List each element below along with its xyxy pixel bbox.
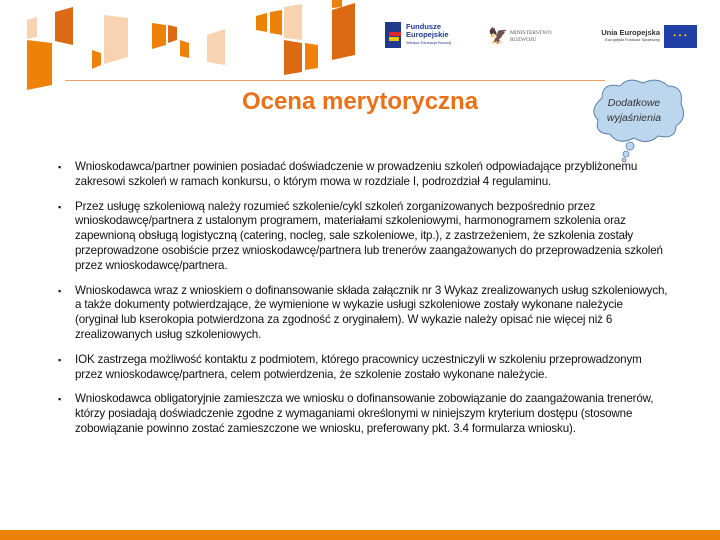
slide-title: Ocena merytoryczna xyxy=(241,88,479,115)
bullet-icon: ▪ xyxy=(58,394,62,405)
eagle-emblem-icon: 🦅 xyxy=(488,28,508,45)
ministerstwo-logo xyxy=(488,26,552,48)
list-item xyxy=(58,200,668,274)
bullet-list xyxy=(58,160,668,447)
fundusze-subtitle: Wiedza Edukacja Rozwój xyxy=(406,40,452,45)
list-item-text: IOK zastrzega możliwość kontaktu z podmiotem, którego pracownicy uczestniczyli w szkoleniu przeprowadzonym przez wnioskodawcę/partnera, celem potwierdzenia, że szkolenie zostało wykonane należycie. xyxy=(75,352,642,381)
list-item-text: Wnioskodawca obligatoryjnie zamieszcza we wniosku o dofinansowanie zobowiązanie do zaangażowania trenerów, którzy posiadają doświadczenie zgodne z wymaganiami określonymi w niniejszym kryterium dostępu (stosowne zobowiązanie powinno zostać zamieszczone we wniosku, preferowany pkt. 3.4 formularza wniosku). xyxy=(75,392,654,435)
list-item xyxy=(58,353,668,383)
bullet-icon: ▪ xyxy=(58,354,62,365)
eu-flag-icon: ✦✦✦ xyxy=(664,25,697,48)
unia-europejska-logo xyxy=(590,28,660,42)
list-item-text: Wnioskodawca wraz z wnioskiem o dofinansowanie składa załącznik nr 3 Wykaz zrealizowanych usług szkoleniowych, a także dokumenty potwierdzające, że wymienione w wykazie usługi szkoleniowe zostały wykonane należycie (oryginał lub kserokopia potwierdzona za zgodność z oryginałem). W wykazie należy opisać nie więcej niż 6 zrealizowanych usług szkoleniowych. xyxy=(75,283,668,341)
fundusze-title-1: Fundusze xyxy=(406,22,441,31)
callout-text: Dodatkowe wyjaśnienia xyxy=(606,97,662,124)
fundusze-flag-icon xyxy=(385,22,401,48)
unia-title: Unia Europejska xyxy=(601,28,660,37)
bullet-icon: ▪ xyxy=(58,285,62,296)
footer-bar xyxy=(0,530,720,540)
ministerstwo-line2: ROZWOJU xyxy=(510,37,537,43)
ministerstwo-line1: MINISTERSTWO xyxy=(510,30,552,36)
list-item xyxy=(58,160,668,190)
list-item xyxy=(58,392,668,436)
fundusze-title-2: Europejskie xyxy=(406,30,449,39)
header-divider xyxy=(65,80,605,81)
funding-logos xyxy=(385,22,695,56)
bullet-icon: ▪ xyxy=(58,162,62,172)
unia-subtitle: Europejski Fundusz Społeczny xyxy=(605,37,660,42)
list-item-text: Przez usługę szkoleniową należy rozumieć szkolenie/cykl szkoleń zorganizowanych bezpośrednio przez wnioskodawcę/partnera z ustalonym programem, materiałami szkoleniowymi, harmonogramem szkolenia oraz zapewnioną obsługą logistyczną (catering, nocleg, sale szkoleniowe, itp.), z zastrzeżeniem, że szkolenia zostały przeprowadzone osobiście przez wnioskodawcę/partnera lub trenerów zaangażowanych do przeprowadzenia szkoleń przez wnioskodawcę/partnera. xyxy=(75,199,663,272)
fundusze-europejskie-logo xyxy=(385,22,451,48)
list-item-text: Wnioskodawca/partner powinien posiadać doświadczenie w prowadzeniu szkoleń odpowiadające przybliżonemu zakresowi szkoleń w ramach konkursu, o którym mowa w rozdziale I, podrozdział 4 regulaminu. xyxy=(75,160,638,188)
list-item xyxy=(58,284,668,343)
bullet-icon: ▪ xyxy=(58,201,62,212)
